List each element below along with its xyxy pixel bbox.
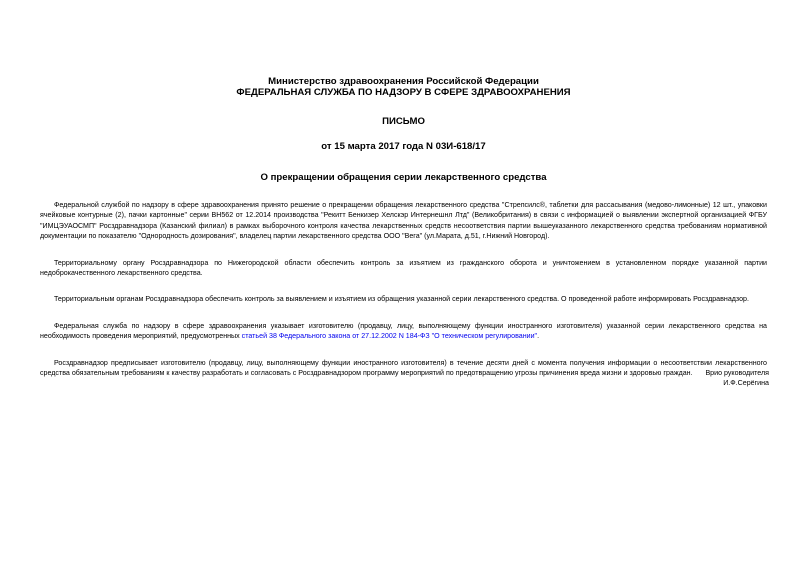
signature-block: [705, 368, 769, 389]
paragraph-text-end: .: [537, 332, 540, 341]
paragraph-nizhny-novgorod-control: Территориальному органу Росздравнадзора по Нижегородской области обеспечить контроль за изъятием из гражданского оборота и уничтожением в установленном порядке указанной партии недоброкачественного лекарственного средства.: [40, 258, 767, 278]
paragraph-text: Федеральная служба по надзору в сфере здравоохранения указывает изготовителю (продавцу, лицу, выполняющему функции иностранного изготовителя) указанной серии лекарственного средства на необходимость проведения мероприятий, предусмотренных: [40, 321, 767, 341]
signatory-name: И.Ф.Серёгина: [723, 379, 769, 388]
document-type: ПИСЬМО: [382, 116, 425, 127]
paragraph-prescription: Росздравнадзор предписывает изготовителю (продавцу, лицу, выполняющему функции иностранного изготовителя) в течение десяти дней с момента получения информации о несоответствии лекарственного средства обязательным требованиям к качеству разработать и согласовать с Росздравнадзором программу мероприятий по предотвращению угрозы причинения вреда жизни и здоровью граждан.: [40, 358, 767, 378]
service-name: ФЕДЕРАЛЬНАЯ СЛУЖБА ПО НАДЗОРУ В СФЕРЕ ЗДРАВООХРАНЕНИЯ: [236, 87, 571, 98]
law-reference-link[interactable]: статьей 38 Федерального закона от 27.12.2002 N 184-ФЗ "О техническом регулировании": [241, 332, 538, 341]
ministry-name: Министерство здравоохранения Российской Федерации: [268, 76, 539, 87]
document-header: [40, 76, 767, 98]
paragraph-territorial-control: Территориальным органам Росздравнадзора обеспечить контроль за выявлением и изъятием из обращения указанной серии лекарственного средства. О проведенной работе информировать Росздравнадзор.: [54, 295, 749, 304]
document-date-number: от 15 марта 2017 года N 03И-618/17: [321, 141, 486, 152]
document-body: [40, 200, 767, 378]
document-title: О прекращении обращения серии лекарственного средства: [260, 172, 547, 183]
signatory-position: Врио руководителя: [705, 369, 769, 377]
paragraph-decision: Федеральной службой по надзору в сфере здравоохранения принято решение о прекращении обращения лекарственного средства "Стрепсилс®, таблетки для рассасывания (медово-лимонные) 12 шт., упаковки ячейковые контурные (2), пачки картонные" серии BH562 от 12.2014 производства "Рекитт Бенкизер Хелскэр Интернешнл Лтд" (Великобритания) в связи с информацией о выявлении экспертной организацией ФГБУ "ИМЦЭУАОСМП" Росздравнадзора (Казанский филиал) в рамках выборочного контроля качества лекарственных средств несоответствия партии вышеуказанного лекарственного средства требованиям нормативной документации по показателю "Однородность дозирования", владелец партии лекарственного средства ООО "Вега" (ул.Марата, д.51, г.Нижний Новгород).: [40, 201, 767, 241]
paragraph-manufacturer-measures: [40, 321, 767, 342]
